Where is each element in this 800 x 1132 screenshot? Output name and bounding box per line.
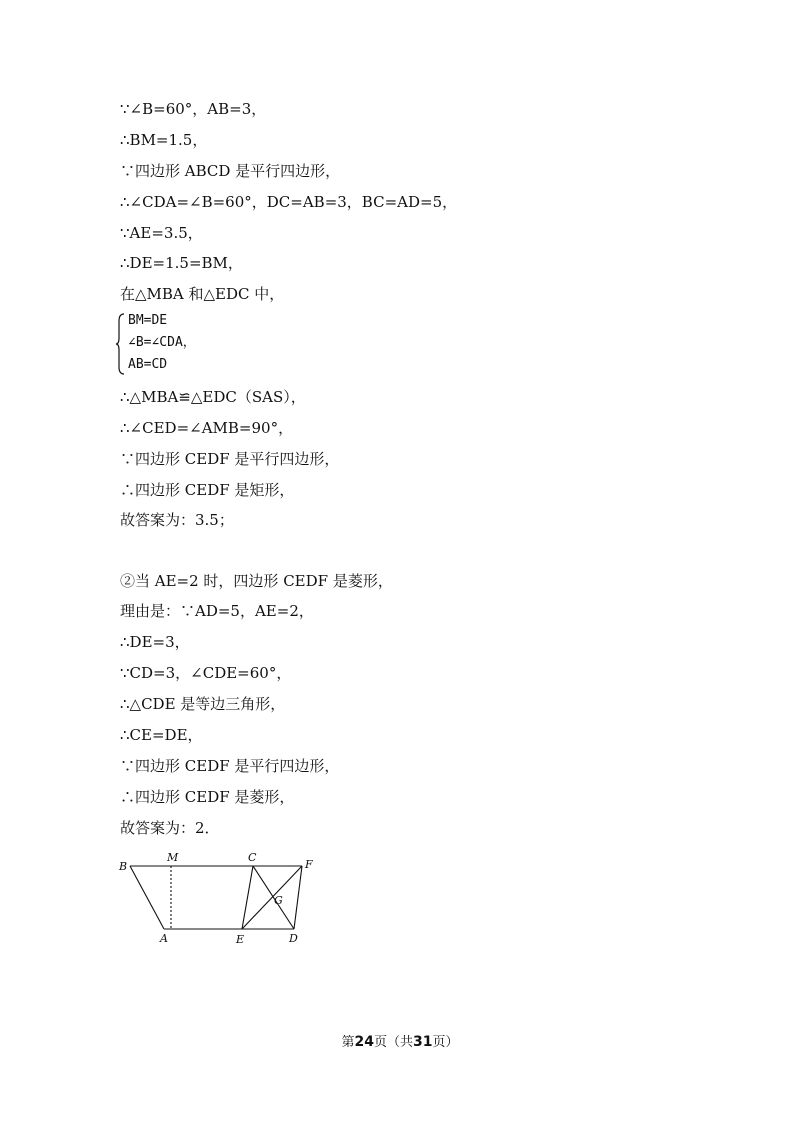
text-line: ∵四边形 CEDF 是平行四边形， <box>120 757 340 775</box>
text-line: ∴DE=1.5=BM， <box>120 254 243 272</box>
segment-fd <box>294 866 302 929</box>
text-line: ∴四边形 CEDF 是矩形， <box>120 481 295 499</box>
text-line: 故答案为：3.5； <box>120 511 234 529</box>
label-b: B <box>119 860 128 873</box>
text-line: ∴DE=3， <box>120 633 190 651</box>
label-c: C <box>248 851 257 864</box>
footer-mid: 页（共 <box>373 1035 413 1050</box>
text-line: ∴BM=1.5， <box>120 131 208 149</box>
text-line: ∴四边形 CEDF 是菱形， <box>120 788 295 806</box>
text-line: ∴CE=DE， <box>120 726 203 744</box>
current-page-number: 24 <box>354 1034 374 1050</box>
footer-prefix: 第 <box>341 1035 355 1050</box>
label-e: E <box>236 933 245 946</box>
text-line: 理由是：∵AD=5，AE=2， <box>120 602 314 620</box>
label-g: G <box>274 894 283 907</box>
text-line: ∵AE=3.5， <box>120 224 203 242</box>
system-line: BM=DE <box>128 313 168 328</box>
text-line: ∴△CDE 是等边三角形， <box>120 695 286 713</box>
label-m: M <box>167 851 179 864</box>
label-d: D <box>289 932 298 945</box>
text-line: ∵四边形 CEDF 是平行四边形， <box>120 450 340 468</box>
text-line: ②当 AE=2 时，四边形 CEDF 是菱形， <box>120 572 393 590</box>
footer-suffix: 页） <box>432 1035 459 1050</box>
total-page-number: 31 <box>413 1034 433 1050</box>
text-line: ∵∠B=60°，AB=3， <box>120 100 267 118</box>
system-line: ∠B=∠CDA， <box>128 335 196 350</box>
geometry-figure <box>118 848 318 948</box>
text-line: ∴△MBA≌△EDC（SAS）， <box>120 388 306 406</box>
page-footer <box>0 1034 800 1051</box>
left-brace-icon <box>116 313 126 375</box>
text-line: 在△MBA 和△EDC 中， <box>120 285 285 303</box>
segment-ba <box>130 866 164 929</box>
text-line: ∵CD=3，∠CDE=60°， <box>120 664 292 682</box>
label-a: A <box>160 932 168 945</box>
system-line: AB=CD <box>128 357 168 372</box>
text-line: ∵四边形 ABCD 是平行四边形， <box>120 162 341 180</box>
equation-system <box>116 313 256 377</box>
text-line: ∴∠CDA=∠B=60°，DC=AB=3，BC=AD=5， <box>120 193 458 211</box>
text-line: ∴∠CED=∠AMB=90°， <box>120 419 294 437</box>
text-line: 故答案为：2． <box>120 819 220 837</box>
label-f: F <box>305 858 313 871</box>
